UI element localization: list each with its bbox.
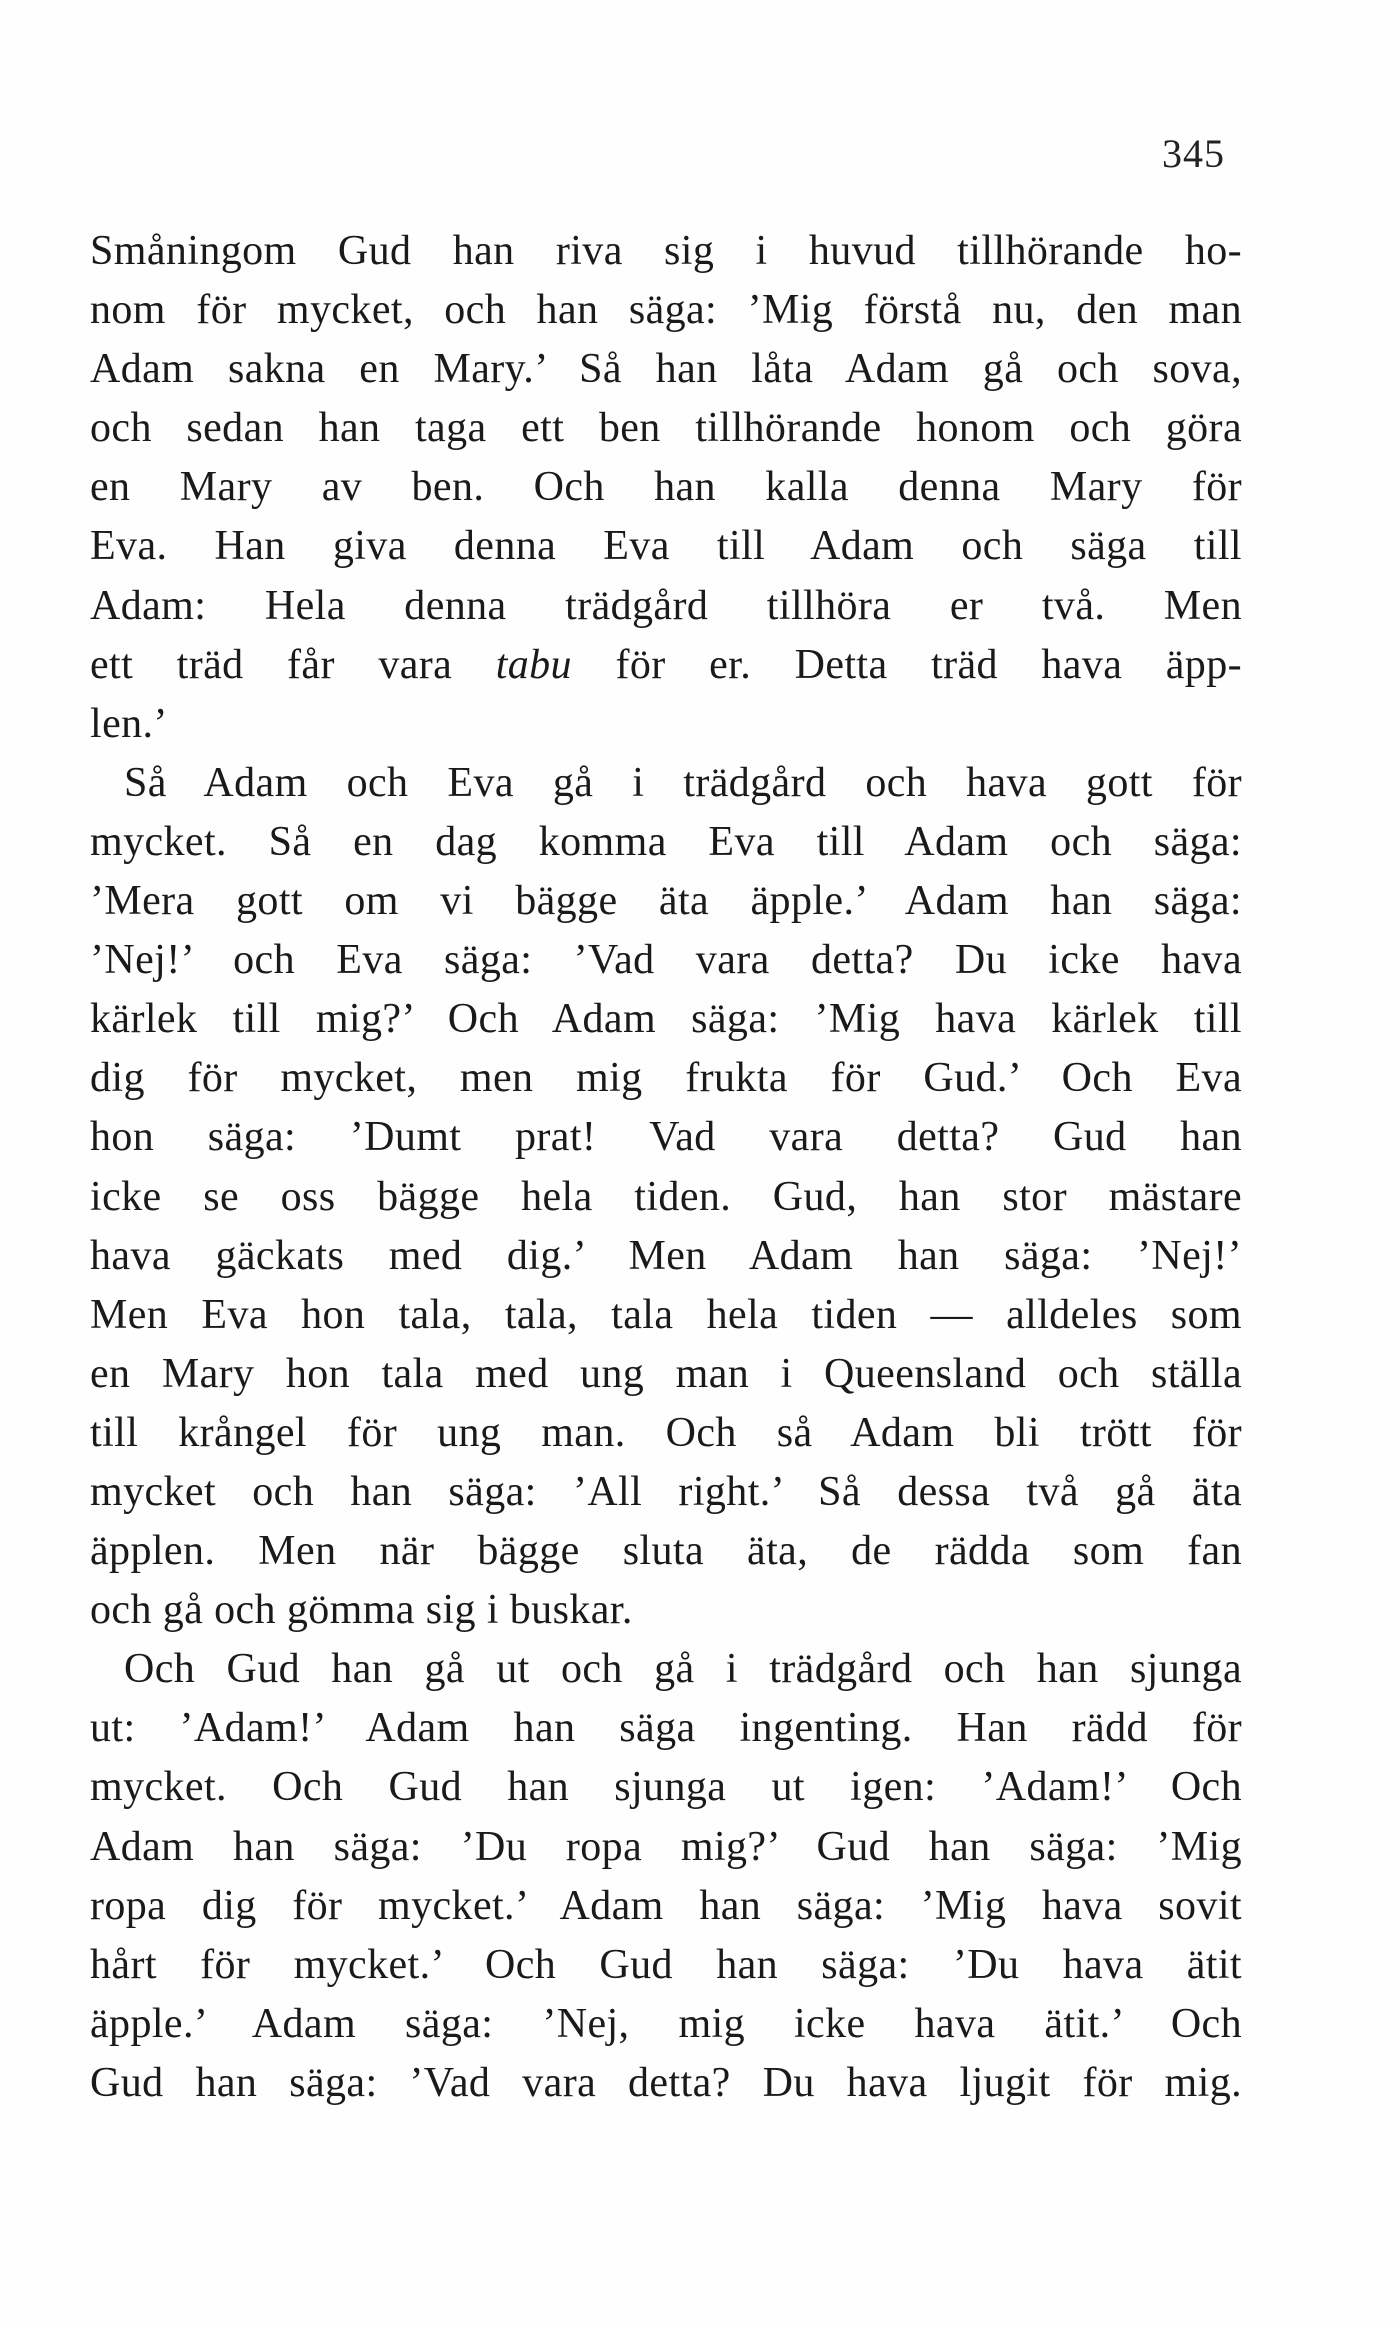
text-line: och sedan han taga ett ben tillhörande honom och göra [90, 405, 1242, 452]
text-line: Men Eva hon tala, tala, tala hela tiden — alldeles som [90, 1291, 1242, 1338]
text-line: mycket och han säga: ’All right.’ Så dessa två gå äta [90, 1468, 1242, 1515]
text-line: Adam: Hela denna trädgård tillhöra er två. Men [90, 582, 1242, 629]
text-line: hon säga: ’Dumt prat! Vad vara detta? Gud han [90, 1114, 1242, 1161]
text-line: äpplen. Men när bägge sluta äta, de rädda som fan [90, 1528, 1242, 1575]
text-line: Gud han säga: ’Vad vara detta? Du hava ljugit för mig. [90, 2059, 1242, 2106]
text-line: len.’ [90, 700, 168, 747]
paragraph-1 [90, 222, 1242, 754]
text-line: icke se oss bägge hela tiden. Gud, han stor mästare [90, 1173, 1242, 1220]
italic-word: tabu [495, 641, 572, 688]
text-line: till krångel för ung man. Och så Adam bli trött för [90, 1409, 1242, 1456]
text-line: Adam sakna en Mary.’ Så han låta Adam gå och sova, [90, 346, 1242, 393]
text-segment: ett träd får vara [90, 641, 496, 688]
text-line: en Mary hon tala med ung man i Queensland och ställa [90, 1350, 1242, 1397]
text-line: hava gäckats med dig.’ Men Adam han säga: ’Nej!’ [90, 1232, 1242, 1279]
text-line: Småningom Gud han riva sig i huvud tillhörande ho- [90, 228, 1242, 274]
text-line: äpple.’ Adam säga: ’Nej, mig icke hava ätit.’ Och [90, 2000, 1242, 2047]
text-line: Adam han säga: ’Du ropa mig?’ Gud han säga: ’Mig [90, 1823, 1242, 1870]
page-number: 345 [1162, 131, 1225, 176]
text-line: mycket. Så en dag komma Eva till Adam och säga: [90, 818, 1242, 865]
text-line: ut: ’Adam!’ Adam han säga ingenting. Han rädd för [90, 1705, 1242, 1752]
text-line: dig för mycket, men mig frukta för Gud.’ Och Eva [90, 1055, 1242, 1102]
text-segment: för er. Detta träd hava äpp- [571, 641, 1242, 688]
text-line: Och Gud han gå ut och gå i trädgård och han sjunga [124, 1646, 1242, 1693]
text-line: ’Mera gott om vi bägge äta äpple.’ Adam han säga: [90, 878, 1242, 925]
text-line: Eva. Han giva denna Eva till Adam och säga till [90, 523, 1242, 570]
body-text [90, 222, 1242, 2113]
text-line: Så Adam och Eva gå i trädgård och hava gott för [124, 759, 1242, 806]
text-line: mycket. Och Gud han sjunga ut igen: ’Adam!’ Och [90, 1764, 1242, 1811]
paragraph-2 [90, 754, 1242, 1640]
text-line: och gå och gömma sig i buskar. [90, 1587, 633, 1634]
text-line: ropa dig för mycket.’ Adam han säga: ’Mig hava sovit [90, 1882, 1242, 1929]
text-line: nom för mycket, och han säga: ’Mig förstå nu, den man [90, 287, 1242, 334]
text-line: hårt för mycket.’ Och Gud han säga: ’Du hava ätit [90, 1941, 1242, 1988]
text-line: kärlek till mig?’ Och Adam säga: ’Mig hava kärlek till [90, 996, 1242, 1043]
text-line [90, 636, 1242, 695]
text-line: ’Nej!’ och Eva säga: ’Vad vara detta? Du icke hava [90, 937, 1242, 984]
text-line: en Mary av ben. Och han kalla denna Mary för [90, 464, 1242, 511]
paragraph-3 [90, 1640, 1242, 2113]
